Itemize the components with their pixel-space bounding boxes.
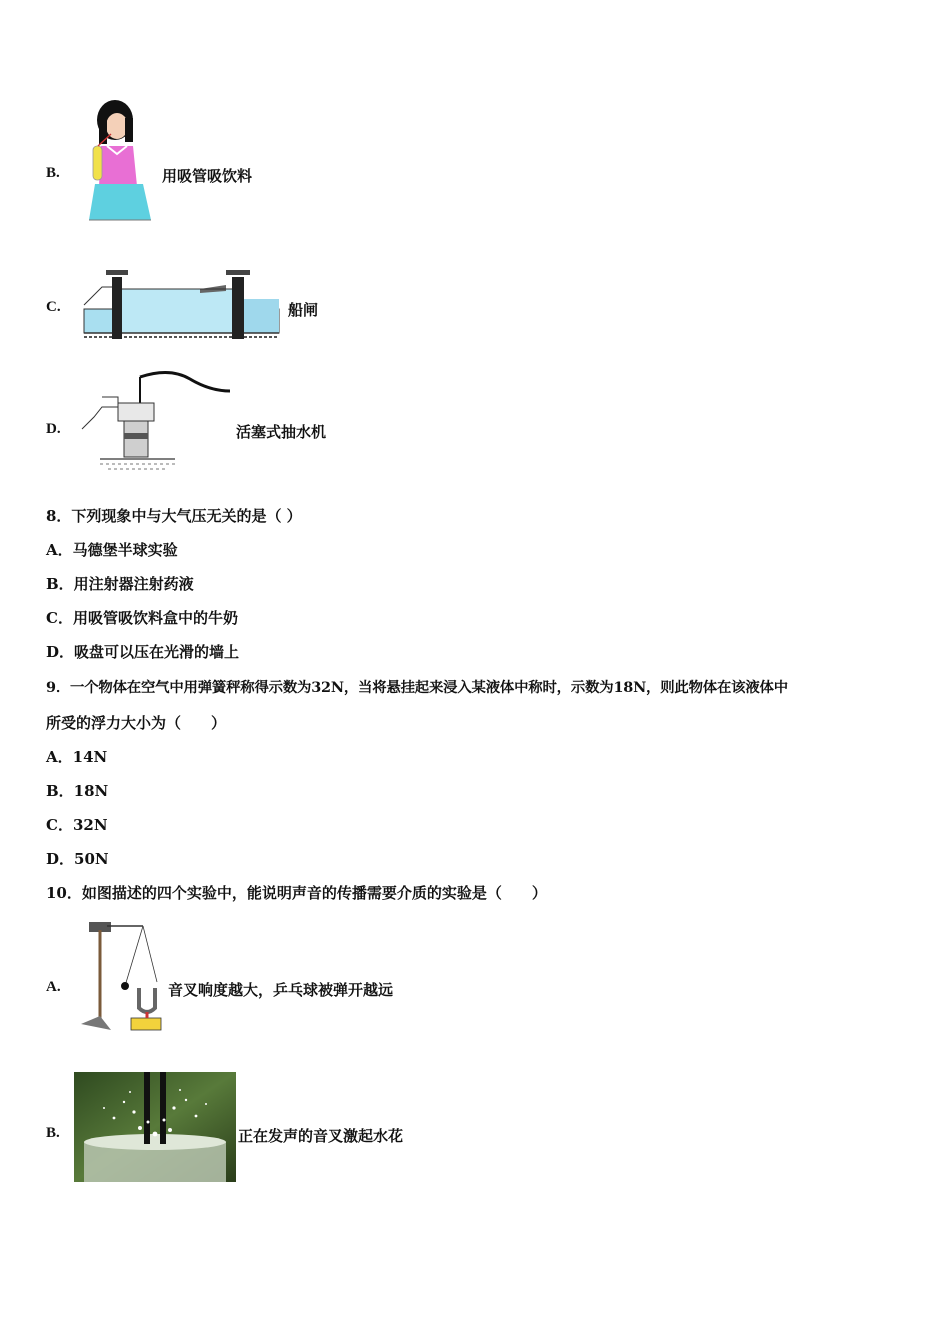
q9-option-a: A．14N — [46, 748, 108, 766]
q8-option-b: B．用注射器注射药液 — [46, 575, 194, 593]
question-9-line-1: 9．一个物体在空气中用弹簧秤称得示数为32N，当将悬挂起来浸入某液体中称时，示数为18N，则此物体在该液体中 — [46, 679, 788, 696]
option-caption: 音叉响度越大，乒乓球被弹开越远 — [168, 981, 394, 999]
option-letter: C. — [46, 299, 61, 315]
option-caption: 活塞式抽水机 — [236, 423, 327, 441]
q9-option-c: C．32N — [46, 816, 108, 834]
girl-drinking-straw-illustration — [85, 98, 155, 223]
option-letter: A. — [46, 979, 61, 995]
q8-option-c: C．用吸管吸饮料盒中的牛奶 — [46, 609, 238, 627]
option-caption: 船闸 — [288, 301, 319, 319]
q8-option-d: D．吸盘可以压在光滑的墙上 — [46, 643, 240, 661]
tuning-fork-water-photo — [74, 1072, 236, 1182]
option-letter: B. — [46, 1125, 60, 1141]
piston-pump-illustration — [80, 367, 230, 477]
option-letter: D. — [46, 421, 61, 437]
question-9-line-2: 所受的浮力大小为（ ） — [46, 714, 227, 732]
option-caption: 用吸管吸饮料 — [162, 167, 253, 185]
q9-option-d: D．50N — [46, 850, 109, 868]
ship-lock-illustration — [82, 265, 282, 345]
q9-option-b: B．18N — [46, 782, 109, 800]
tuning-fork-pingpong-illustration — [77, 912, 167, 1037]
option-letter: B. — [46, 165, 60, 181]
question-8: 8．下列现象中与大气压无关的是（ ） — [46, 507, 302, 525]
q8-option-a: A．马德堡半球实验 — [46, 541, 178, 559]
option-caption: 正在发声的音叉激起水花 — [238, 1127, 404, 1145]
question-10: 10．如图描述的四个实验中，能说明声音的传播需要介质的实验是（ ） — [46, 884, 547, 902]
